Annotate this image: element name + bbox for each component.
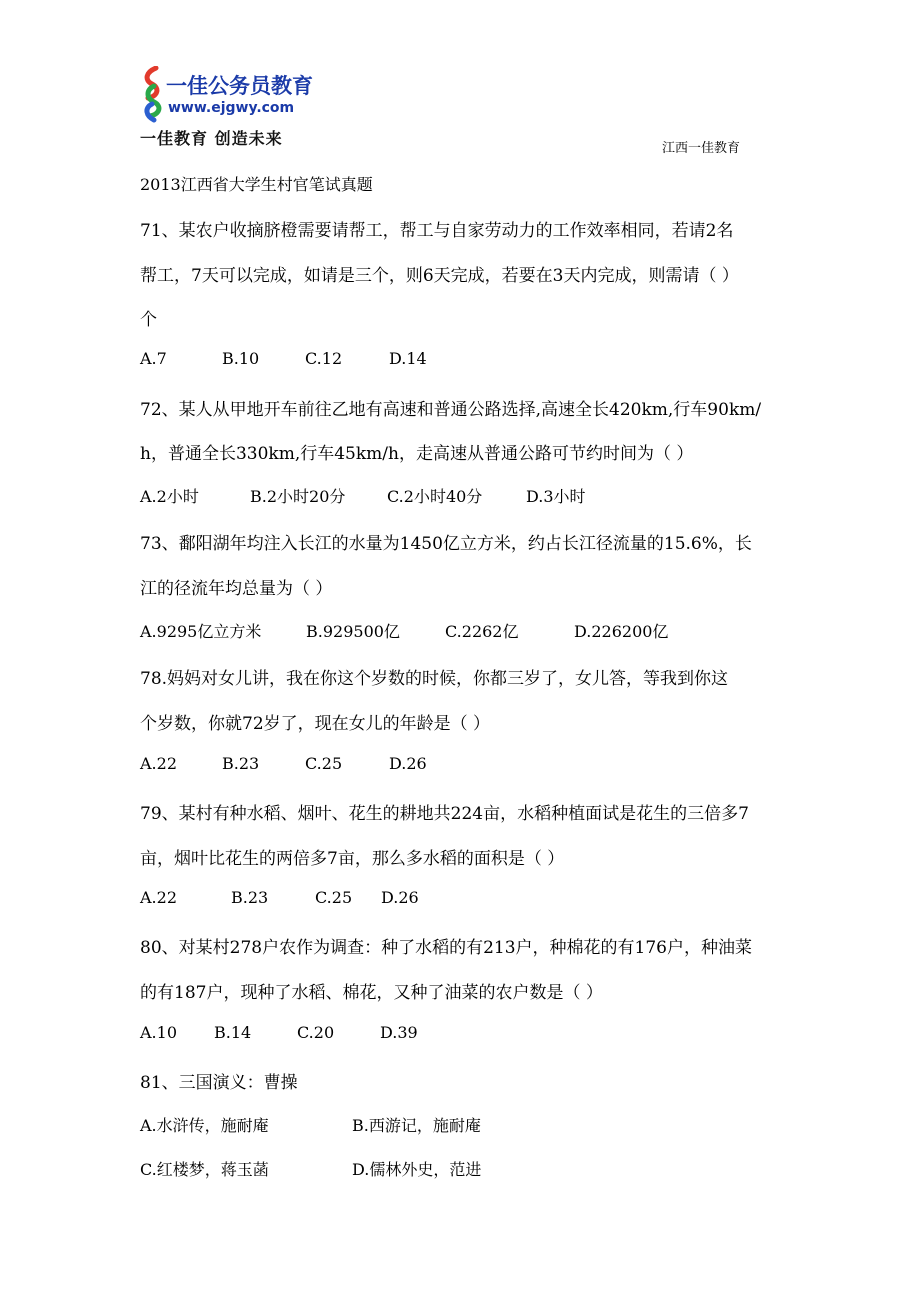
question-73-option-d: D.226200亿 <box>574 622 669 641</box>
question-72-option-b: B.2小时20分 <box>250 487 346 506</box>
question-73-option-b: B.929500亿 <box>306 622 400 641</box>
question-72-line-1: 72、某人从甲地开车前往乙地有高速和普通公路选择,高速全长420km,行车90km/ <box>140 400 762 420</box>
question-73-line-1: 73、鄱阳湖年均注入长江的水量为1450亿立方米，约占长江径流量的15.6%，长 <box>140 534 752 554</box>
question-81-line-1: 81、三国演义：曹操 <box>140 1073 298 1093</box>
question-81-option-a: A.水浒传，施耐庵 <box>140 1116 269 1135</box>
question-73-option-a: A.9295亿立方米 <box>140 622 262 641</box>
question-79-option-c: C.25 <box>315 888 353 907</box>
question-80-line-1: 80、对某村278户农作为调查：种了水稻的有213户，种棉花的有176户，种油菜 <box>140 938 752 958</box>
question-81-option-c: C.红楼梦，蒋玉菡 <box>140 1160 269 1179</box>
question-73-option-c: C.2262亿 <box>445 622 519 641</box>
question-78-option-c: C.25 <box>305 754 343 773</box>
question-78-option-a: A.22 <box>140 754 177 773</box>
logo-title: 一佳公务员教育 <box>166 74 313 98</box>
question-72-line-2: h，普通全长330km,行车45km/h，走高速从普通公路可节约时间为（ ） <box>140 444 694 464</box>
question-71-option-c: C.12 <box>305 349 343 368</box>
question-78-option-b: B.23 <box>222 754 260 773</box>
question-72-option-a: A.2小时 <box>140 487 199 506</box>
question-79-line-1: 79、某村有种水稻、烟叶、花生的耕地共224亩，水稻种植面试是花生的三倍多7 <box>140 804 749 824</box>
question-80-line-2: 的有187户，现种了水稻、棉花，又种了油菜的农户数是（ ） <box>140 983 603 1003</box>
question-80-option-a: A.10 <box>140 1023 177 1042</box>
question-79-line-2: 亩，烟叶比花生的两倍多7亩，那么多水稻的面积是（ ） <box>140 849 565 869</box>
question-78-line-1: 78.妈妈对女儿讲，我在你这个岁数的时候，你都三岁了，女儿答，等我到你这 <box>140 669 729 689</box>
question-72-option-d: D.3小时 <box>526 487 586 506</box>
logo-swirl-icon <box>138 66 168 128</box>
question-78-line-2: 个岁数，你就72岁了，现在女儿的年龄是（ ） <box>140 714 491 734</box>
question-80-option-d: D.39 <box>380 1023 418 1042</box>
question-71-line-3: 个 <box>140 310 157 330</box>
header-org-name: 江西一佳教育 <box>662 141 741 156</box>
logo <box>138 66 313 156</box>
question-71-option-d: D.14 <box>389 349 427 368</box>
logo-slogan: 一佳教育 创造未来 <box>140 129 283 148</box>
document-title: 2013江西省大学生村官笔试真题 <box>140 175 373 194</box>
question-80-option-b: B.14 <box>214 1023 252 1042</box>
question-71-option-b: B.10 <box>222 349 260 368</box>
question-71-option-a: A.7 <box>140 349 167 368</box>
question-80-option-c: C.20 <box>297 1023 335 1042</box>
logo-url: www.ejgwy.com <box>168 100 295 116</box>
question-79-option-d: D.26 <box>381 888 419 907</box>
question-78-option-d: D.26 <box>389 754 427 773</box>
question-73-line-2: 江的径流年均总量为（ ） <box>140 579 333 599</box>
question-72-option-c: C.2小时40分 <box>387 487 483 506</box>
question-79-option-a: A.22 <box>140 888 177 907</box>
question-79-option-b: B.23 <box>231 888 269 907</box>
question-71-line-2: 帮工，7天可以完成，如请是三个，则6天完成，若要在3天内完成，则需请（ ） <box>140 266 739 286</box>
question-71-line-1: 71、某农户收摘脐橙需要请帮工，帮工与自家劳动力的工作效率相同，若请2名 <box>140 221 734 241</box>
question-81-option-b: B.西游记，施耐庵 <box>352 1116 481 1135</box>
question-81-option-d: D.儒林外史，范进 <box>352 1160 482 1179</box>
